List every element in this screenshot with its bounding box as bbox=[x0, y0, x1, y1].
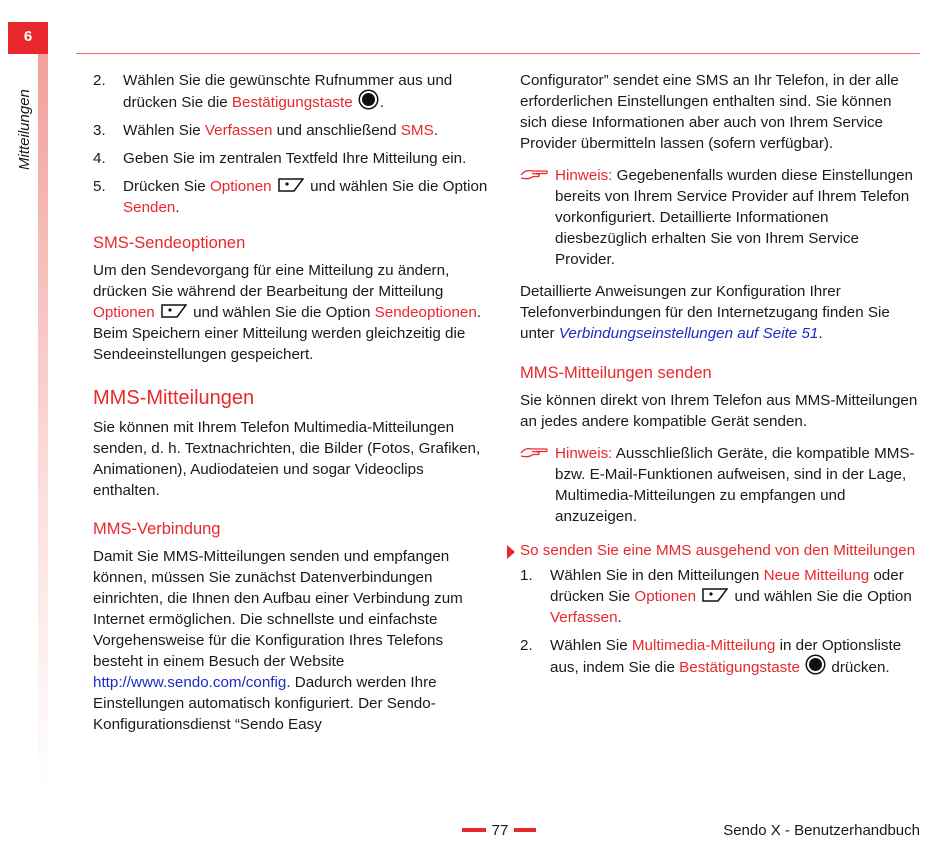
mms-paragraph: Sie können mit Ihrem Telefon Multimedia-Mitteilungen senden, d. h. Textnachrichten, die Bilder (Fotos, Grafiken, Animationen), Audiodateien und sogar Videoclips enthalten. bbox=[93, 419, 481, 499]
note-box: Hinweis: Ausschließlich Geräte, die kompatible MMS- bzw. E-Mail-Funktionen aufweisen, sind in der Lage, Multimedia-Mitteilungen zu empfangen und anzuzeigen. bbox=[520, 443, 920, 527]
config-url-link[interactable]: http://www.sendo.com/config bbox=[93, 674, 287, 691]
mms-send-paragraph: Sie können direkt von Ihrem Telefon aus MMS-Mitteilungen an jedes andere kompatible Gerät senden. bbox=[520, 392, 918, 430]
section-heading-sms-options: SMS-Sendeoptionen bbox=[93, 234, 246, 252]
send-options-link[interactable]: Sendeoptionen bbox=[374, 304, 477, 321]
softkey-icon bbox=[278, 178, 304, 192]
footer-bar-right bbox=[514, 828, 536, 832]
softkey-icon bbox=[702, 588, 728, 602]
sms-options-paragraph: Um den Sendevorgang für eine Mitteilung zu ändern, drücken Sie während der Bearbeitung der Mitteilung Optionen und wählen Sie die Option Sendeoptionen. Beim Speichern einer Mitteilung werden gleichzeitig die Sendeeinstellungen gespeichert. bbox=[93, 262, 482, 363]
mms-connection-paragraph: Damit Sie MMS-Mitteilungen senden und empfangen können, müssen Sie zunächst Datenverbindungen einrichten, die Ihnen den Aufbau einer Verbindung zum Internet ermöglichen. Die schnellste und einfachste Vorgehensweise für die Konfiguration Ihres Telefons besteht in einem Besuch der Website http://www.sendo.com/config. Dadurch werden Ihre Einstellungen automatisch konfiguriert. Der Sendo-Konfigurationsdienst “Sendo Easy bbox=[93, 548, 463, 733]
side-gradient-bar bbox=[38, 54, 48, 794]
section-heading-mms-send: MMS-Mitteilungen senden bbox=[520, 364, 712, 382]
detail-paragraph: Detaillierte Anweisungen zur Konfiguration Ihrer Telefonverbindungen für den Internetzugang finden Sie unter Verbindungseinstellungen auf Seite 51. bbox=[520, 283, 890, 342]
options-link[interactable]: Optionen bbox=[209, 178, 272, 195]
confirm-key-icon bbox=[360, 91, 377, 108]
note-box: Hinweis: Gegebenenfalls wurden diese Einstellungen bereits von Ihrem Service Provider auf Ihrem Telefon vorkonfiguriert. Detaillierte Informationen diesbezüglich erhalten Sie von Ihrem Service Provider. bbox=[520, 165, 920, 270]
pointing-hand-icon bbox=[520, 444, 548, 458]
right-column bbox=[520, 70, 920, 685]
steps-list-b bbox=[520, 565, 920, 678]
footer-title: Sendo X - Benutzerhandbuch bbox=[723, 822, 920, 839]
continuation-paragraph: Configurator” sendet eine SMS an Ihr Telefon, in der alle erforderlichen Einstellungen enthalten sind. Sie können sich diese Informationen aber auch von Ihrem Service Provider übermitteln lassen (sofern verfügbar). bbox=[520, 72, 899, 152]
chapter-side-label: Mitteilungen bbox=[16, 89, 33, 170]
multimedia-message-link[interactable]: Multimedia-Mitteilung bbox=[631, 637, 776, 654]
confirm-key-icon bbox=[807, 656, 824, 673]
options-link[interactable]: Optionen bbox=[93, 304, 155, 321]
new-message-link[interactable]: Neue Mitteilung bbox=[763, 567, 870, 584]
pointing-hand-icon bbox=[520, 166, 548, 180]
list-item: 1. Wählen Sie in den Mitteilungen Neue Mitteilung oder drücken Sie Optionen und wählen Sie die Option Verfassen. bbox=[520, 567, 912, 626]
header-rule bbox=[76, 53, 920, 54]
steps-list-a bbox=[93, 70, 493, 218]
sms-link[interactable]: SMS bbox=[400, 122, 434, 139]
send-link[interactable]: Senden bbox=[123, 199, 176, 216]
compose-link[interactable]: Verfassen bbox=[550, 609, 618, 626]
list-item: 2. Wählen Sie die gewünschte Rufnummer aus und drücken Sie die Bestätigungstaste . bbox=[93, 72, 453, 111]
list-item: 5. Drücken Sie Optionen und wählen Sie die Option Senden. bbox=[93, 178, 488, 216]
chapter-number-badge: 6 bbox=[8, 22, 48, 54]
compose-link[interactable]: Verfassen bbox=[204, 122, 273, 139]
connection-settings-link[interactable]: Verbindungseinstellungen auf Seite 51 bbox=[558, 325, 819, 342]
list-item: 4. Geben Sie im zentralen Textfeld Ihre Mitteilung ein. bbox=[93, 150, 467, 167]
options-link[interactable]: Optionen bbox=[634, 588, 697, 605]
confirm-key-link[interactable]: Bestätigungstaste bbox=[679, 659, 800, 676]
section-heading-mms: MMS-Mitteilungen bbox=[93, 387, 255, 409]
section-heading-mms-connection: MMS-Verbindung bbox=[93, 520, 221, 538]
softkey-icon bbox=[161, 304, 187, 318]
left-column bbox=[93, 70, 493, 735]
procedure-title: So senden Sie eine MMS ausgehend von den Mitteilungen bbox=[520, 541, 920, 561]
arrow-right-icon bbox=[507, 545, 515, 559]
confirm-key-link[interactable]: Bestätigungstaste bbox=[231, 94, 353, 111]
page-number: 77 bbox=[491, 822, 509, 839]
list-item: 3. Wählen Sie Verfassen und anschließend SMS. bbox=[93, 122, 438, 139]
list-item: 2. Wählen Sie Multimedia-Mitteilung in der Optionsliste aus, indem Sie die Bestätigungstaste drücken. bbox=[520, 637, 902, 676]
